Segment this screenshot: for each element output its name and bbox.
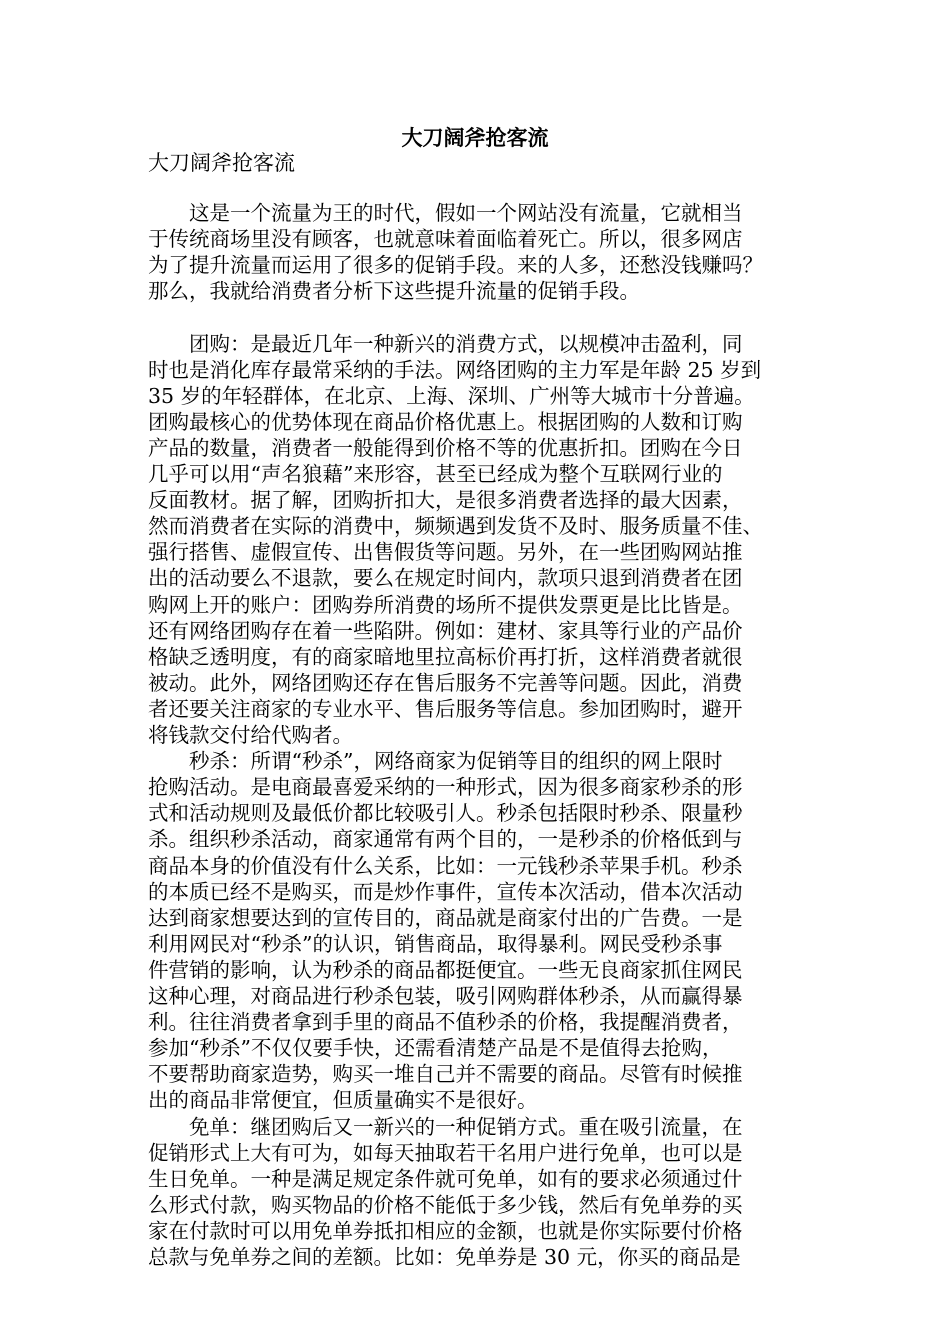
body-line: 的本质已经不是购买，而是炒作事件，宣传本次活动，借本次活动: [148, 879, 743, 904]
body-line: 家在付款时可以用免单券抵扣相应的金额，也就是你实际要付价格: [148, 1218, 743, 1243]
body-line: 那么，我就给消费者分析下这些提升流量的促销手段。: [148, 279, 640, 304]
body-line: 还有网络团购存在着一些陷阱。例如：建材、家具等行业的产品价: [148, 618, 743, 643]
body-line: 将钱款交付给代购者。: [148, 723, 353, 747]
body-line: 购网上开的账户：团购券所消费的场所不提供发票更是比比皆是。: [148, 592, 743, 617]
body-line: 团购最核心的优势体现在商品价格优惠上。根据团购的人数和订购: [148, 409, 743, 434]
body-line: 不要帮助商家造势，购买一堆自己并不需要的商品。尽管有时候推: [148, 1062, 743, 1087]
body-line: 被动。此外，网络团购还存在售后服务不完善等问题。因此，消费: [148, 670, 743, 695]
body-line: 然而消费者在实际的消费中，频频遇到发货不及时、服务质量不佳、: [148, 514, 763, 539]
body-line: 杀。组织秒杀活动，商家通常有两个目的，一是秒杀的价格低到与: [148, 827, 743, 852]
body-line: 抢购活动。是电商最喜爱采纳的一种形式，因为很多商家秒杀的形: [148, 775, 743, 800]
body-line: 这是一个流量为王的时代，假如一个网站没有流量，它就相当: [148, 201, 743, 225]
body-line: 式和活动规则及最低价都比较吸引人。秒杀包括限时秒杀、限量秒: [148, 801, 743, 826]
body-line: 35 岁的年轻群体，在北京、上海、深圳、广州等大城市十分普遍。: [148, 383, 755, 408]
body-line: 商品本身的价值没有什么关系，比如：一元钱秒杀苹果手机。秒杀: [148, 853, 743, 878]
body-line: 时也是消化库存最常采纳的手法。网络团购的主力军是年龄 25 岁到: [148, 357, 762, 382]
body-line: 产品的数量，消费者一般能得到价格不等的优惠折扣。团购在今日: [148, 435, 743, 460]
body-line: 团购：是最近几年一种新兴的消费方式，以规模冲击盈利，同: [148, 331, 743, 356]
body-line: 免单：继团购后又一新兴的一种促销方式。重在吸引流量，在: [148, 1114, 743, 1139]
body-line: 这种心理，对商品进行秒杀包装，吸引网购群体秒杀，从而赢得暴: [148, 984, 743, 1008]
document-subtitle: 大刀阔斧抢客流: [148, 151, 295, 175]
body-line: 件营销的影响，认为秒杀的商品都挺便宜。一些无良商家抓住网民: [148, 957, 743, 982]
body-line: 参加“秒杀”不仅仅要手快，还需看清楚产品是不是值得去抢购，: [148, 1036, 723, 1061]
body-line: 于传统商场里没有顾客，也就意味着面临着死亡。所以，很多网店: [148, 227, 743, 252]
body-line: 者还要关注商家的专业水平、售后服务等信息。参加团购时，避开: [148, 696, 743, 721]
body-line: 出的活动要么不退款，要么在规定时间内，款项只退到消费者在团: [148, 566, 743, 591]
body-line: 为了提升流量而运用了很多的促销手段。来的人多，还愁没钱赚吗？: [148, 253, 763, 278]
body-line: 生日免单。一种是满足规定条件就可免单，如有的要求必须通过什: [148, 1166, 743, 1191]
body-line: 达到商家想要达到的宣传目的，商品就是商家付出的广告费。一是: [148, 905, 743, 930]
body-line: 么形式付款，购买物品的价格不能低于多少钱，然后有免单券的买: [148, 1192, 743, 1217]
body-line: 格缺乏透明度，有的商家暗地里拉高标价再打折，这样消费者就很: [148, 644, 743, 669]
body-line: 秒杀：所谓“秒杀”，网络商家为促销等目的组织的网上限时: [148, 749, 723, 774]
body-line: 利。往往消费者拿到手里的商品不值秒杀的价格，我提醒消费者，: [148, 1010, 743, 1035]
body-line: 促销形式上大有可为，如每天抽取若干名用户进行免单，也可以是: [148, 1140, 743, 1165]
document-title: 大刀阔斧抢客流: [401, 125, 549, 150]
body-line: 强行搭售、虚假宣传、出售假货等问题。另外，在一些团购网站推: [148, 540, 743, 565]
body-line: 总款与免单券之间的差额。比如：免单券是 30 元，你买的商品是: [148, 1245, 741, 1269]
body-line: 几乎可以用“声名狼藉”来形容，甚至已经成为整个互联网行业的: [148, 462, 723, 486]
body-line: 反面教材。据了解，团购折扣大，是很多消费者选择的最大因素，: [148, 488, 743, 513]
body-line: 出的商品非常便宜，但质量确实不是很好。: [148, 1088, 538, 1113]
body-line: 利用网民对“秒杀”的认识，销售商品，取得暴利。网民受秒杀事: [148, 931, 723, 956]
